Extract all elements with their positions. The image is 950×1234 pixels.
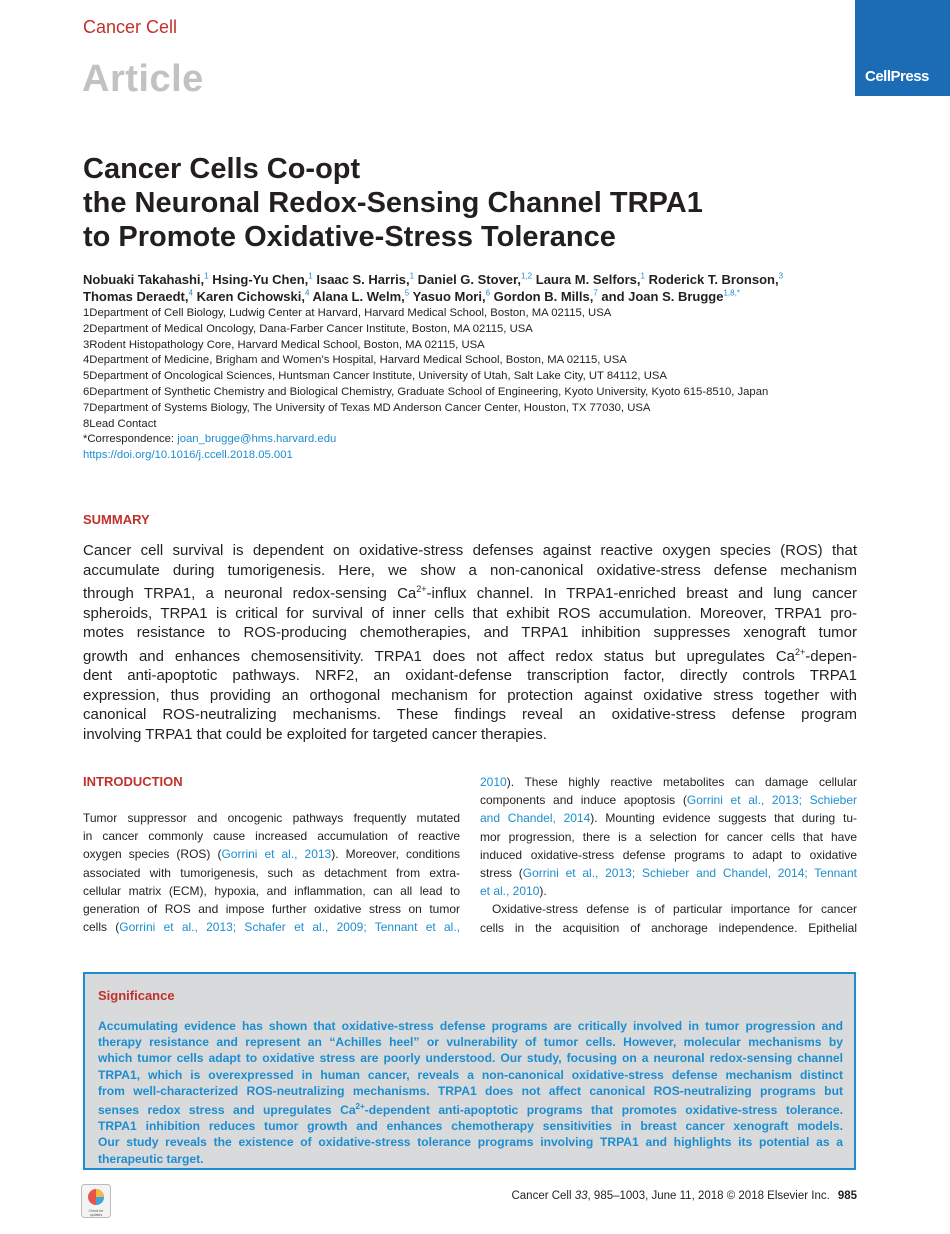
- affil-mark[interactable]: 1: [308, 271, 313, 281]
- summary-line: expression, thus providing an orthogonal mechanism for protection against oxidative stress together with: [83, 686, 857, 704]
- affil-mark[interactable]: 4: [304, 288, 310, 298]
- summary-line: canonical ROS-neutralizing mechanisms. These findings reveal an oxidative-stress defense program: [83, 706, 857, 723]
- author: Alana L. Welm,: [312, 289, 405, 304]
- author: Roderick T. Bronson,: [648, 272, 779, 287]
- article-title: [83, 152, 883, 254]
- affiliation: 4Department of Medicine, Brigham and Women’s Hospital, Harvard Medical School, Boston, MA 02115, USA: [83, 354, 627, 367]
- author-list: [83, 271, 863, 305]
- title-line: Cancer Cells Co-opt: [83, 153, 361, 185]
- summary-heading: SUMMARY: [83, 512, 150, 527]
- affil-mark[interactable]: 1,2: [521, 271, 533, 281]
- doi-link[interactable]: https://doi.org/10.1016/j.ccell.2018.05.001: [83, 449, 293, 462]
- affil-mark[interactable]: 1: [409, 271, 415, 281]
- affiliation: 3Rodent Histopathology Core, Harvard Medical School, Boston, MA 02115, USA: [83, 338, 485, 351]
- author: Isaac S. Harris,: [316, 272, 410, 287]
- author: Thomas Deraedt,: [83, 289, 189, 304]
- affiliation: 7Department of Systems Biology, The University of Texas MD Anderson Cancer Center, Houston, TX 77030, USA: [83, 401, 651, 414]
- text-line: in cancer commonly cause increased accumulation of reactive: [83, 829, 460, 844]
- summary-line: accumulate during tumorigenesis. Here, we show a non-canonical oxidative-stress defense mechanism: [83, 561, 857, 579]
- text-line: cells in the acquisition of anchorage independence. Epithelial: [480, 920, 857, 935]
- footer-volume: 33: [574, 1190, 588, 1202]
- significance-line: Our study reveals the existence of oxidative-stress tolerance programs involving TRPA1 and highlights its potential as a: [98, 1135, 843, 1150]
- citation-link[interactable]: Gorrini et al., 2013: [221, 847, 332, 862]
- citation-link[interactable]: and Chandel, 2014: [480, 811, 591, 826]
- significance-line: TRPA1, which is overexpressed in human cancer, reveals a non-canonical oxidative-stress defense mechanism distinct: [98, 1067, 843, 1082]
- text-line: cells (Gorrini et al., 2013; Schafer et al., 2009; Tennant et al.,: [83, 920, 460, 935]
- text-line: generation of ROS and impose further oxidative stress on tumor: [83, 902, 460, 917]
- significance-line: therapy resistance and represent an “Achilles heel” or vulnerability of tumor cells. However, molecular mechanisms by: [98, 1035, 843, 1050]
- significance-line: TRPA1 inhibition reduces tumor growth and enhances chemotherapy sensitivities in breast cancer xenograft models.: [98, 1119, 843, 1134]
- author: Laura M. Selfors,: [535, 272, 641, 287]
- cellpress-logo-text: CellPress: [865, 68, 929, 85]
- citation-link[interactable]: 2010: [480, 775, 507, 789]
- citation-link[interactable]: Gorrini et al., 2013; Schafer et al., 2009; Tennant et al.,: [119, 920, 460, 935]
- text-line: Oxidative-stress defense is of particular importance for cancer: [492, 902, 857, 917]
- correspondence-email-link[interactable]: joan_brugge@hms.harvard.edu: [177, 433, 337, 446]
- affil-mark[interactable]: 1: [640, 271, 645, 281]
- page-footer: [480, 1190, 857, 1202]
- affiliations: [83, 306, 883, 464]
- text-line: Tumor suppressor and oncogenic pathways frequently mutated: [83, 811, 460, 825]
- affil-mark[interactable]: 3: [778, 271, 784, 281]
- text-line: stress (Gorrini et al., 2013; Schieber and Chandel, 2014; Tennant: [480, 866, 857, 881]
- text-line: induced oxidative-stress defense programs to adapt to oxidative: [480, 847, 857, 862]
- significance-line: therapeutic target.: [98, 1151, 204, 1166]
- intro-column-right: [480, 773, 857, 937]
- page-number: 985: [837, 1190, 857, 1202]
- text-line: components and induce apoptosis (Gorrini et al., 2013; Schieber: [480, 793, 857, 808]
- summary-line: spheroids, TRPA1 is critical for survival of inner cells that exhibit ROS accumulation. Moreover, TRPA1 pro-: [83, 604, 857, 622]
- significance-line: Accumulating evidence has shown that oxidative-stress defense programs are critically involved in tumor progression and: [98, 1019, 843, 1033]
- author: and Joan S. Brugge: [601, 289, 724, 304]
- author: Gordon B. Mills,: [493, 289, 594, 304]
- author: Daniel G. Stover,: [417, 272, 521, 287]
- text-line: associated with tumorigenesis, such as detachment from extra-: [83, 865, 460, 880]
- title-line: to Promote Oxidative-Stress Tolerance: [83, 221, 616, 253]
- significance-line: from well-characterized ROS-neutralizing mechanisms. TRPA1 does not affect canonical ROS-neutralizing programs but: [98, 1083, 843, 1098]
- cellpress-logo: [855, 0, 950, 96]
- affiliation: 6Department of Synthetic Chemistry and Biological Chemistry, Graduate School of Engineering, Kyoto University, Kyoto 615-8510, Japan: [83, 385, 769, 398]
- citation-link[interactable]: Gorrini et al., 2013; Schieber and Chandel, 2014; Tennant: [522, 866, 857, 881]
- intro-column-left: [83, 809, 460, 936]
- text-line: cellular matrix (ECM), hypoxia, and inflammation, can all lead to: [83, 883, 460, 898]
- article-type: Article: [82, 58, 204, 100]
- correspondence-label: *Correspondence:: [83, 433, 178, 446]
- significance-box: [83, 972, 856, 1170]
- affil-mark[interactable]: 1: [204, 271, 209, 281]
- correspondence: [83, 432, 883, 448]
- affil-mark[interactable]: 6: [485, 288, 491, 298]
- significance-heading: Significance: [98, 988, 175, 1003]
- text-line: and Chandel, 2014). Mounting evidence suggests that during tu-: [480, 811, 857, 826]
- affil-mark[interactable]: 7: [593, 288, 598, 298]
- check-for-updates-label: Check for updates: [88, 1209, 104, 1217]
- affil-mark[interactable]: 5: [404, 288, 410, 298]
- summary-line: involving TRPA1 that could be exploited for targeted cancer therapies.: [83, 725, 547, 743]
- significance-text: [98, 1018, 843, 1167]
- citation-link[interactable]: Gorrini et al., 2013; Schieber: [686, 793, 857, 808]
- author: Yasuo Mori,: [412, 289, 486, 304]
- affiliation: 2Department of Medical Oncology, Dana-Farber Cancer Institute, Boston, MA 02115, USA: [83, 322, 533, 335]
- summary-line: through TRPA1, a neuronal redox-sensing $Ca^{2+}$-influx channel. In TRPA1-enriched breast and lung cancer: [83, 584, 857, 602]
- journal-name: Cancer Cell: [83, 17, 178, 37]
- footer-citation: , 985–1003, June 11, 2018 © 2018 Elsevier Inc.: [587, 1190, 830, 1202]
- check-for-updates-badge[interactable]: [81, 1184, 111, 1218]
- footer-journal: Cancer Cell: [511, 1190, 575, 1202]
- summary-line: growth and enhances chemosensitivity. TRPA1 does not affect redox status but upregulates $Ca^{2+}-depen-$: [83, 646, 857, 665]
- affil-mark[interactable]: 1,8,*: [723, 288, 740, 298]
- author: Karen Cichowski,: [196, 289, 305, 304]
- author-line: [83, 288, 863, 305]
- text-line: oxygen species (ROS) (Gorrini et al., 2013). Moreover, conditions: [83, 847, 460, 862]
- author: Hsing-Yu Chen,: [212, 272, 309, 287]
- text-line: 2010). These highly reactive metabolites can damage cellular: [480, 775, 857, 789]
- summary-line: motes resistance to ROS-producing chemotherapies, and TRPA1 inhibition suppresses xenograft tumor: [83, 624, 857, 641]
- summary-line: Cancer cell survival is dependent on oxidative-stress defenses against reactive oxygen species (ROS) that: [83, 542, 857, 559]
- affiliation: 5Department of Oncological Sciences, Huntsman Cancer Institute, University of Utah, Salt Lake City, UT 84112, USA: [83, 370, 667, 383]
- affiliation: 1Department of Cell Biology, Ludwig Center at Harvard, Harvard Medical School, Boston, MA 02115, USA: [83, 307, 612, 319]
- summary-line: dent anti-apoptotic pathways. NRF2, an oxidant-defense transcription factor, directly controls TRPA1: [83, 667, 857, 684]
- text-line: mor progression, there is a selection for cancer cells that have: [480, 829, 857, 844]
- introduction-heading: INTRODUCTION: [83, 774, 183, 789]
- title-line: the Neuronal Redox-Sensing Channel TRPA1: [83, 187, 703, 219]
- significance-line: which tumor cells adapt to oxidative stress are poorly understood. Our study, focusing on a neuronal redox-sensing channel: [98, 1051, 843, 1066]
- citation-link[interactable]: et al., 2010: [480, 884, 540, 899]
- author: Nobuaki Takahashi,: [83, 272, 205, 287]
- text-line: et al., 2010).: [480, 884, 547, 899]
- summary-text: [83, 541, 857, 744]
- author-line: [83, 271, 863, 288]
- affiliation: 8Lead Contact: [83, 417, 157, 430]
- affil-mark[interactable]: 4: [188, 288, 193, 298]
- significance-line: senses redox stress and upregulates $Ca^{2+}$-dependent anti-apoptotic programs that promotes oxidative-stress tolerance.: [98, 1102, 843, 1118]
